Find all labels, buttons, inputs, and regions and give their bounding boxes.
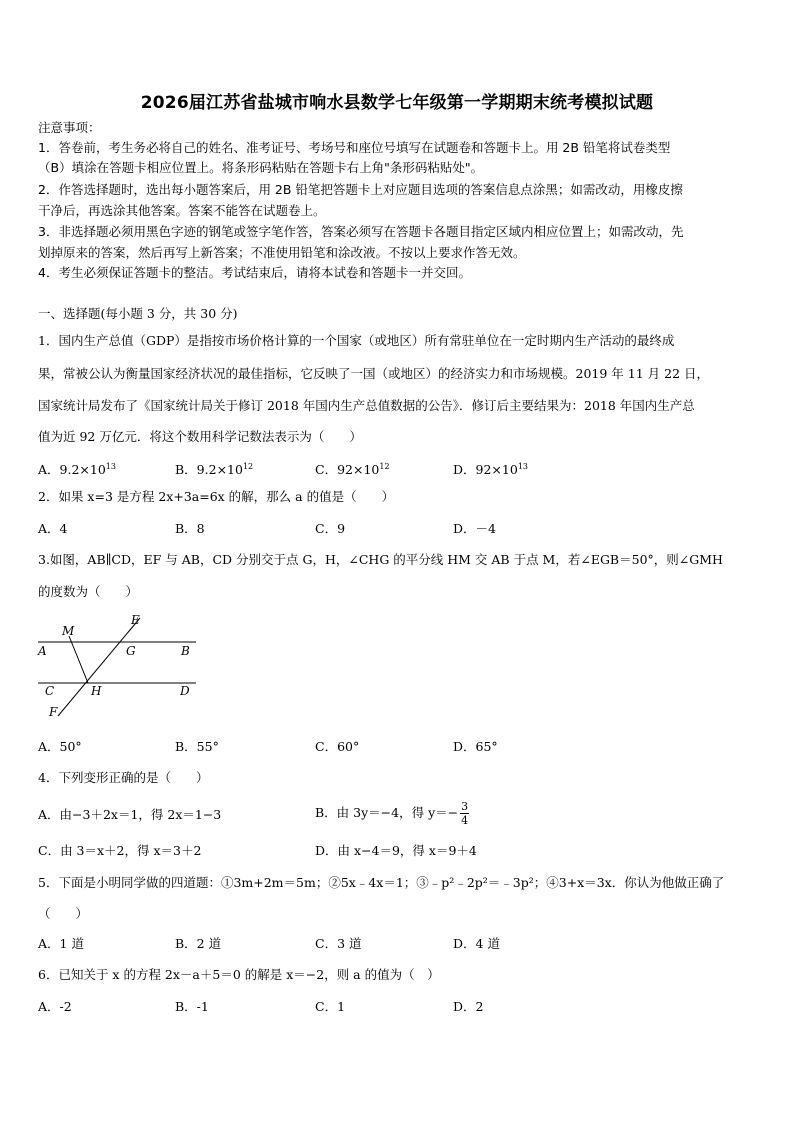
notice-line: （B）填涂在答题卡相应位置上。将条形码粘贴在答题卡右上角"条形码粘贴处"。 bbox=[38, 160, 484, 175]
page-title: 2026届江苏省盐城市响水县数学七年级第一学期期末统考模拟试题 bbox=[140, 93, 654, 113]
notice-heading: 注意事项： bbox=[38, 120, 101, 135]
q2-option-c: C．9 bbox=[315, 521, 346, 536]
q5-option-d: D．4 道 bbox=[453, 936, 500, 951]
notice-line: 划掉原来的答案，然后再写上新答案；不准使用铅笔和涂改液。不按以上要求作答无效。 bbox=[38, 245, 526, 260]
question-5-text: （ ） bbox=[38, 906, 89, 921]
label-d: D bbox=[180, 684, 190, 698]
q6-option-d: D．2 bbox=[453, 999, 484, 1014]
q5-option-b: B．2 道 bbox=[175, 936, 222, 951]
question-3-text: 的度数为（ ） bbox=[38, 584, 139, 599]
notice-line: 1．答卷前，考生务必将自己的姓名、准考证号、考场号和座位号填写在试题卷和答题卡上。用 2B 铅笔将试卷类型 bbox=[38, 140, 671, 155]
q5-option-c: C．3 道 bbox=[315, 936, 362, 951]
q4-option-b: B．由 3y＝−4，得 y＝− $\frac{3}{4}$ bbox=[315, 800, 469, 827]
label-h: H bbox=[91, 684, 102, 698]
label-f: F bbox=[49, 705, 58, 719]
notice-line: 干净后，再选涂其他答案。答案不能答在试题卷上。 bbox=[38, 203, 326, 218]
question-4-text: 4．下列变形正确的是（ ） bbox=[38, 770, 209, 785]
line-hm bbox=[69, 636, 88, 683]
q3-option-c: C．60° bbox=[315, 739, 360, 754]
parallel-lines-figure bbox=[30, 608, 210, 724]
question-1-text: 1．国内生产总值（GDP）是指按市场价格计算的一个国家（或地区）所有常驻单位在一定时期内生产活动的最终成 bbox=[38, 333, 675, 348]
label-b: B bbox=[181, 644, 190, 658]
q2-option-d: D．－4 bbox=[453, 521, 496, 536]
label-g: G bbox=[126, 644, 136, 658]
q6-option-b: B．-1 bbox=[175, 999, 209, 1014]
section-heading: 一、选择题(每小题 3 分，共 30 分) bbox=[38, 306, 238, 321]
q4-option-d: D．由 x−4＝9，得 x＝9＋4 bbox=[315, 843, 477, 858]
notice-line: 4．考生必须保证答题卡的整洁。考试结束后，请将本试卷和答题卡一并交回。 bbox=[38, 265, 471, 280]
q2-option-a: A．4 bbox=[38, 521, 68, 536]
question-2-text: 2．如果 x=3 是方程 2x+3a=6x 的解，那么 a 的值是（ ） bbox=[38, 489, 395, 504]
question-5-text: 5．下面是小明同学做的四道题：①3m+2m＝5m；②5x﹣4x＝1；③﹣p²﹣2p²＝﹣3p²；④3+x＝3x．你认为他做正确了 bbox=[38, 875, 725, 890]
notice-line: 3．非选择题必须用黑色字迹的钢笔或签字笔作答，答案必须写在答题卡各题目指定区域内相应位置上；如需改动，先 bbox=[38, 224, 684, 239]
q5-option-a: A．1 道 bbox=[38, 936, 84, 951]
label-m: M bbox=[62, 624, 75, 638]
q4-option-c: C．由 3＝x＋2，得 x＝3＋2 bbox=[38, 843, 202, 858]
question-1-text: 值为近 92 万亿元．将这个数用科学记数法表示为（ ） bbox=[38, 429, 362, 444]
q1-option-a: A．$9.2\times 10^{13}$ bbox=[38, 462, 116, 478]
q1-option-d: D．$92\times 10^{13}$ bbox=[453, 462, 528, 478]
label-e: E bbox=[131, 613, 140, 627]
question-6-text: 6．已知关于 x 的方程 2x－a＋5＝0 的解是 x＝−2，则 a 的值为（ ） bbox=[38, 967, 440, 982]
question-1-text: 果，常被公认为衡量国家经济状况的最佳指标，它反映了一国（或地区）的经济实力和市场规模。2019 年 11 月 22 日， bbox=[38, 366, 709, 381]
q6-option-c: C．1 bbox=[315, 999, 346, 1014]
notice-line: 2．作答选择题时，选出每小题答案后，用 2B 铅笔把答题卡上对应题目选项的答案信息点涂黑；如需改动，用橡皮擦 bbox=[38, 182, 683, 197]
q1-option-b: B．$9.2\times 10^{12}$ bbox=[175, 462, 254, 478]
q3-option-a: A．50° bbox=[38, 739, 82, 754]
q3-option-b: B．55° bbox=[175, 739, 219, 754]
q2-option-b: B．8 bbox=[175, 521, 205, 536]
q1-option-c: C．$92\times 10^{12}$ bbox=[315, 462, 390, 478]
q6-option-a: A．-2 bbox=[38, 999, 72, 1014]
q3-option-d: D．65° bbox=[453, 739, 498, 754]
label-a: A bbox=[38, 644, 47, 658]
question-1-text: 国家统计局发布了《国家统计局关于修订 2018 年国内生产总值数据的公告》．修订后主要结果为：2018 年国内生产总 bbox=[38, 398, 695, 413]
question-3-text: 3.如图，AB∥CD，EF 与 AB，CD 分别交于点 G，H，∠CHG 的平分线 HM 交 AB 于点 M，若∠EGB＝50°，则∠GMH bbox=[38, 552, 723, 567]
q4-option-a: A．由−3＋2x＝1，得 2x＝1−3 bbox=[38, 807, 222, 822]
fraction: $\frac{3}{4}$ bbox=[461, 800, 469, 827]
label-c: C bbox=[45, 684, 55, 698]
